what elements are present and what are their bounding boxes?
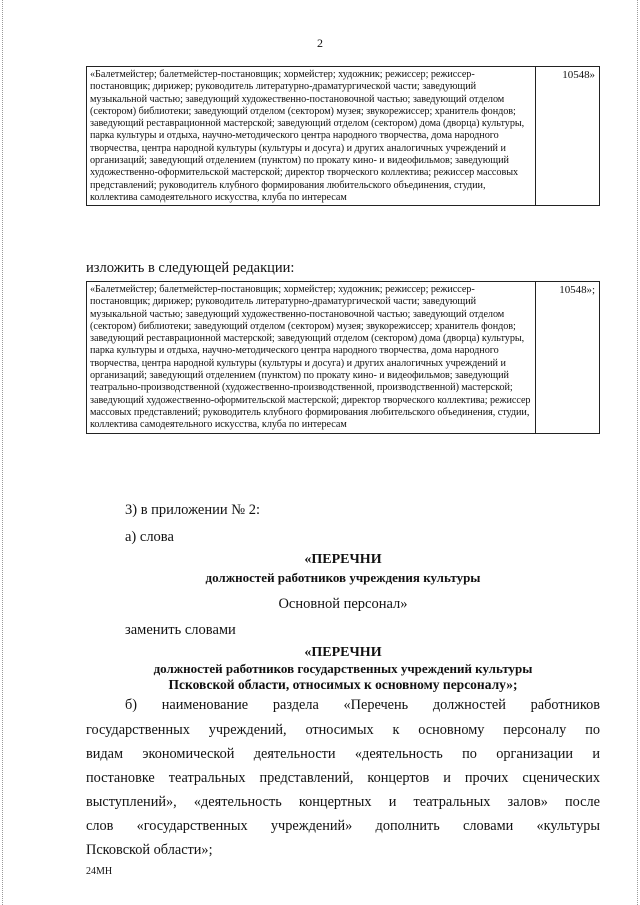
old-heading-subtitle: должностей работников учреждения культуры — [205, 570, 481, 585]
item-b-line: выступлений», «деятельность концертных и театральных залов» после — [86, 794, 600, 810]
scan-edge-left — [2, 0, 4, 905]
new-positions-text: «Балетмейстер; балетмейстер-постановщик; хормейстер; художник; режиссер; режиссер-постановщик; дирижер; руководитель литературно-драматургической части; заведующий музыкальной частью; заведующий художественно-постановочной частью; заведующий отделом (сектором) библиотеки; заведующий отделом (сектором) музея; звукорежиссер; хранитель фондов; заведующий реставрационной мастерской; заведующий отделом (сектором) дома (дворца) культуры, парка культуры и отдыха, научно-методического центра народного творчества, дома народного творчества, центра народной культуры (культуры и досуга) и других аналогичных учреждений и организаций; заведующий отделением (пунктом) по прокату кино- и видеофильмов; заведующий театрально-производственной (художественно-производственной, производственной) мастерской; заведующий художественно-оформительской мастерской; директор творческого коллектива; режиссер массовых представлений; руководитель клубного формирования любительского объединения, студии, коллектива самодеятельного искусства, клуба по интересам — [87, 282, 536, 434]
new-heading-title: «ПЕРЕЧНИ — [304, 645, 382, 660]
new-heading-region: Псковской области, относимых к основному персоналу»; — [168, 677, 518, 692]
scan-edge-right — [636, 0, 638, 905]
replace-phrase: заменить словами — [125, 622, 236, 638]
item-b-line: видам экономической деятельности «деятельность по организации и — [86, 746, 600, 762]
new-positions-table — [86, 281, 600, 434]
item-b-line: постановке театральных представлений, концертов и прочих сценических — [86, 770, 600, 786]
item-a: а) слова — [125, 529, 174, 545]
old-heading-title: «ПЕРЕЧНИ — [304, 552, 382, 567]
footer-code: 24МН — [86, 866, 113, 877]
page-number: 2 — [317, 36, 323, 50]
item-b-line: б) наименование раздела «Перечень должностей работников — [125, 697, 600, 713]
old-positions-text: «Балетмейстер; балетмейстер-постановщик; хормейстер; художник; режиссер; режиссер-постановщик; дирижер; руководитель литературно-драматургической части; заведующий музыкальной частью; заведующий художественно-постановочной частью; заведующий отделом (сектором) библиотеки; заведующий отделом (сектором) музея; звукорежиссер; хранитель фондов; заведующий реставрационной мастерской; заведующий отделом (сектором) дома (дворца) культуры, парка культуры и отдыха, научно-методического центра народного творчества, дома народного творчества, центра народной культуры (культуры и досуга) и других аналогичных учреждений и организаций; заведующий отделением (пунктом) по прокату кино- и видеофильмов; заведующий художественно-оформительской мастерской; директор творческого коллектива; режиссер массовых представлений; руководитель клубного формирования любительского объединения, студии, коллектива самодеятельного искусства, клуба по интересам — [87, 67, 536, 206]
new-positions-code: 10548»; — [536, 282, 600, 434]
old-positions-table — [86, 66, 600, 206]
old-heading-staff: Основной персонал» — [278, 596, 408, 612]
table-row — [87, 67, 600, 206]
table-row — [87, 282, 600, 434]
item-b-line: слов «государственных учреждений» дополнить словами «культуры — [86, 818, 600, 834]
item-b-line: государственных учреждений, относимых к основному персоналу по — [86, 722, 600, 738]
old-positions-code: 10548» — [536, 67, 600, 206]
new-heading-subtitle: должностей работников государственных учреждений культуры — [153, 661, 533, 676]
item-3: 3) в приложении № 2: — [125, 502, 260, 518]
item-b-line: Псковской области»; — [86, 842, 213, 858]
new-edition-phrase: изложить в следующей редакции: — [86, 260, 295, 276]
